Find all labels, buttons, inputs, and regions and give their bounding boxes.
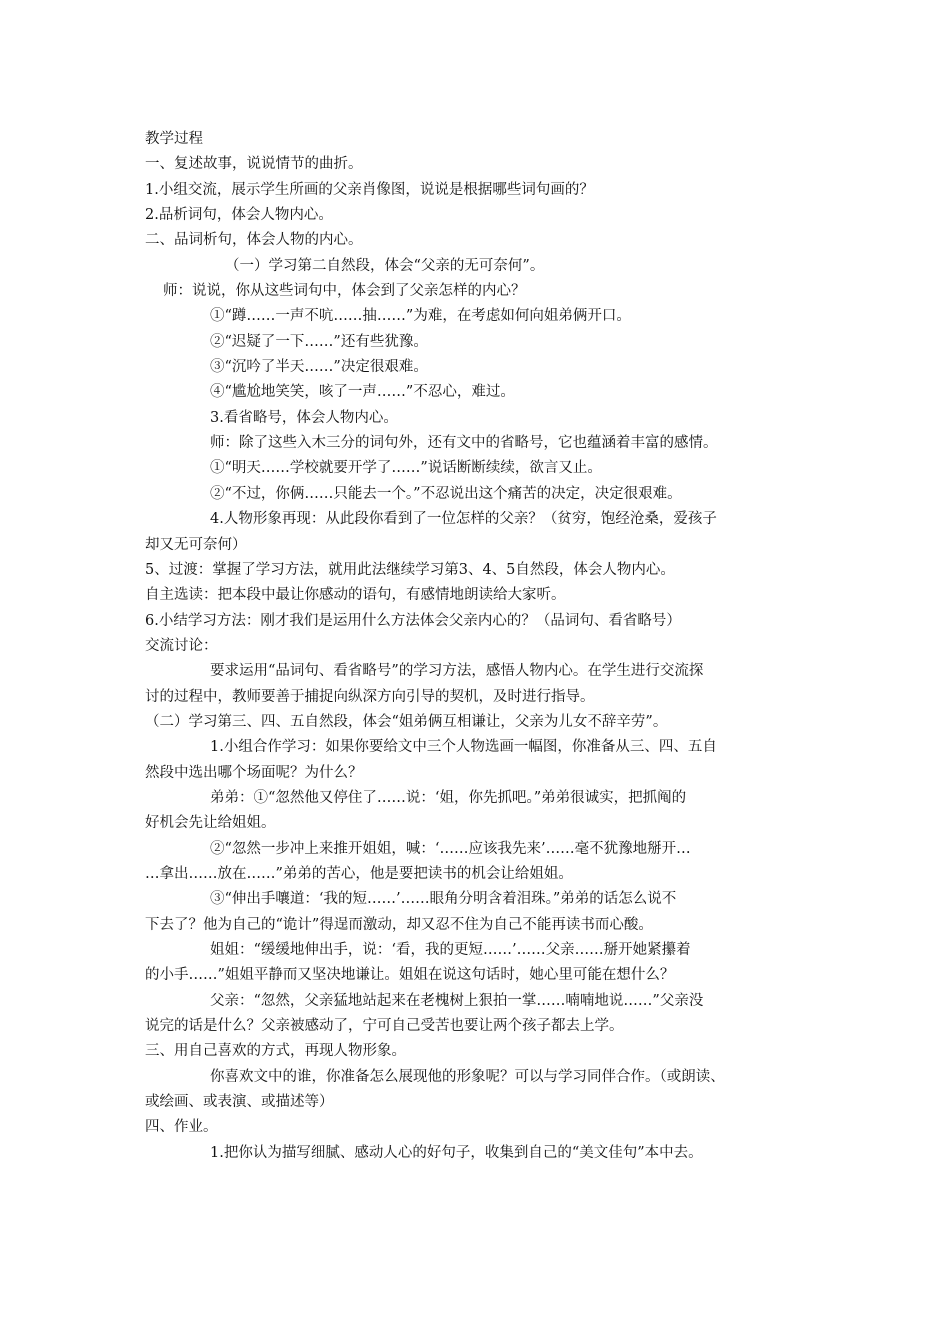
document-line: 父亲：“忽然，父亲猛地站起来在老槐树上狠拍一掌……喃喃地说……”父亲没 [210,992,704,1009]
document-line: 下去了？他为自己的“诡计”得逞而激动，却又忍不住为自己不能再读书而心酸。 [145,916,653,933]
document-line: 四、作业。 [145,1119,218,1136]
document-line: 姐姐：“缓缓地伸出手，说：‘看，我的更短……’……父亲……掰开她紧攥着 [210,942,691,958]
document-line: ①“明天……学校就要开学了……”说话断断续续，欲言又止。 [210,460,602,477]
document-line: （二）学习第三、四、五自然段，体会“姐弟俩互相谦让，父亲为儿女不辞辛劳”。 [145,713,668,730]
document-line: 你喜欢文中的谁，你准备怎么展现他的形象呢？可以与学习同伴合作。（或朗读、 [210,1068,725,1085]
document-line: 好机会先让给姐姐。 [145,815,276,832]
document-line: 1.小组交流，展示学生所画的父亲肖像图，说说是根据哪些词句画的？ [145,181,594,198]
document-body [145,127,805,1166]
document-line: 3.看省略号，体会人物内心。 [210,409,398,426]
document-line: 说完的话是什么？父亲被感动了，宁可自己受苦也要让两个孩子都去上学。 [145,1018,624,1035]
document-line: 自主选读：把本段中最让你感动的语句，有感情地朗读给大家听。 [145,587,566,604]
document-line: ③“伸出手嚷道：‘我的短……’……眼角分明含着泪珠。”弟弟的话怎么说不 [210,891,677,908]
document-line: 二、品词析句，体会人物的内心。 [145,232,363,249]
document-line: ①“蹲……一声不吭……抽……”为难，在考虑如何向姐弟俩开口。 [210,308,631,325]
document-line: 1.小组合作学习：如果你要给文中三个人物选画一幅图，你准备从三、四、五自 [210,739,717,756]
document-line: 一、复述故事，说说情节的曲折。 [145,156,363,173]
document-line: 弟弟：①“忽然他又停住了……说：‘姐，你先抓吧。”弟弟很诚实，把抓阄的 [210,789,687,806]
document-line: 5、过渡：掌握了学习方法，就用此法继续学习第3、4、5自然段，体会人物内心。 [145,561,675,578]
document-line: 2.品析词句，体会人物内心。 [145,207,333,224]
document-line: 要求运用“品词句、看省略号”的学习方法，感悟人物内心。在学生进行交流探 [210,663,704,680]
document-line: （一）学习第二自然段，体会“父亲的无可奈何”。 [225,257,545,274]
document-line: 师：说说，你从这些词句中，体会到了父亲怎样的内心？ [163,283,526,300]
document-line: 交流讨论： [145,637,218,654]
document-line: ④“尴尬地笑笑，咳了一声……”不忍心，难过。 [210,384,515,401]
document-line: 6.小结学习方法：刚才我们是运用什么方法体会父亲内心的？（品词句、看省略号） [145,612,681,629]
document-line: 却又无可奈何） [145,536,247,553]
document-line: 4.人物形象再现：从此段你看到了一位怎样的父亲？（贫穷，饱经沧桑，爱孩子 [210,511,717,528]
document-line: 教学过程 [145,131,203,147]
document-line: 师：除了这些入木三分的词句外，还有文中的省略号，它也蕴涵着丰富的感情。 [210,435,718,452]
document-line: ②“忽然一步冲上来推开姐姐，喊：‘……应该我先来’……毫不犹豫地掰开… [210,840,691,857]
document-line: 1.把你认为描写细腻、感动人心的好句子，收集到自己的“美文佳句”本中去。 [210,1144,703,1161]
document-line: ②“不过，你俩……只能去一个。”不忍说出这个痛苦的决定，决定很艰难。 [210,485,682,502]
document-line: 讨的过程中，教师要善于捕捉向纵深方向引导的契机，及时进行指导。 [145,688,595,705]
document-line: 的小手……”姐姐平静而又坚决地谦让。姐姐在说这句话时，她心里可能在想什么？ [145,967,675,984]
document-line: ②“迟疑了一下……”还有些犹豫。 [210,333,428,350]
document-line: 然段中选出哪个场面呢？为什么？ [145,764,363,781]
document-line: 三、用自己喜欢的方式，再现人物形象。 [145,1043,406,1060]
document-line: 或绘画、或表演、或描述等） [145,1094,334,1111]
document-line: ③“沉吟了半天……”决定很艰难。 [210,359,428,376]
document-line: …拿出……放在……”弟弟的苦心，他是要把读书的机会让给姐姐。 [145,865,573,882]
